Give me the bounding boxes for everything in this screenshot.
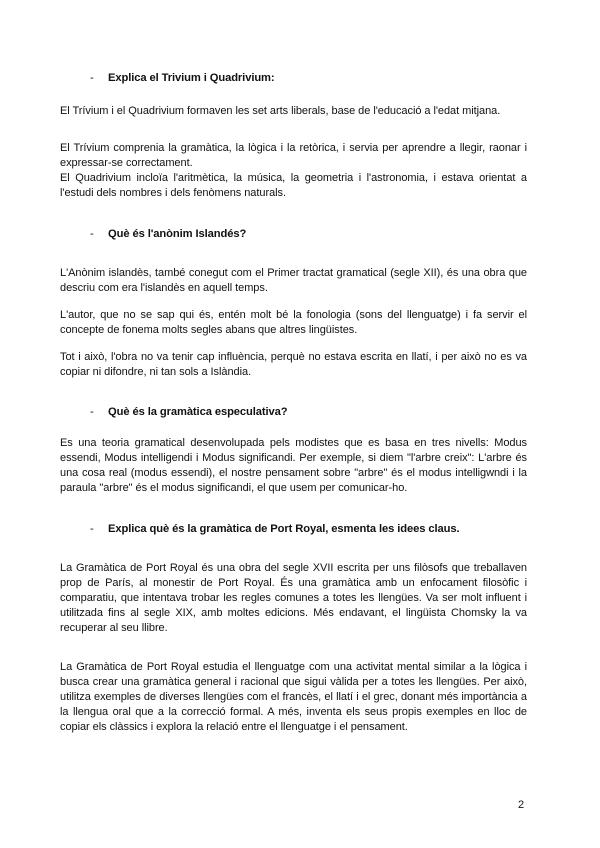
paragraph: El Trívium comprenia la gramàtica, la lògica i la retòrica, i servia per aprendre a llegir, raonar i expressar-se correctament. — [60, 142, 527, 169]
paragraph: La Gramàtica de Port Royal estudia el llenguatge com una activitat mental similar a la lògica i busca crear una gramàtica general i racional que sigui vàlida per a totes les llengües. Per això, utilitza exemples de diverses llengües com el francès, el llatí i el grec, donant més importància a la llengua oral que a la correcció formal. A més, inventa els seus propis exemples en lloc de copiar els clàssics i explora la relació entre el llenguatge i el pensament. — [60, 661, 527, 733]
heading-text: Explica el Trivium i Quadrivium: — [108, 72, 275, 84]
page-number: 2 — [518, 799, 525, 811]
heading-text: Què és la gramàtica especulativa? — [108, 406, 288, 418]
section-heading-trivium: - Explica el Trivium i Quadrivium: — [90, 72, 275, 84]
paragraph: El Quadrivium incloïa l'aritmètica, la música, la geometria i l'astronomia, i estava orientat a l'estudi dels nombres i dels fenòmens naturals. — [60, 172, 527, 199]
section-heading-especulativa: - Què és la gramàtica especulativa? — [90, 406, 288, 418]
paragraph: La Gramàtica de Port Royal és una obra del segle XVII escrita per uns filòsofs que treballaven prop de París, al monestir de Port Royal. És una gramàtica amb un enfocament filosòfic i comparatiu, que intentava trobar les regles comunes a totes les llengües. Va ser molt influent i utilitzada fins al segle XIX, amb moltes edicions. Més endavant, el lingüista Chomsky la va recuperar al seu llibre. — [60, 562, 527, 634]
heading-text: Què és l'anònim Islandés? — [108, 228, 247, 240]
paragraph: Tot i això, l'obra no va tenir cap influència, perquè no estava escrita en llatí, i per això no es va copiar ni difondre, ni tan sols a Islàndia. — [60, 351, 527, 378]
section-heading-port-royal: - Explica què és la gramàtica de Port Royal, esmenta les idees claus. — [90, 523, 460, 535]
paragraph: L'Anònim islandès, també conegut com el Primer tractat gramatical (segle XII), és una obra que descriu com era l'islandès en aquell temps. — [60, 267, 527, 294]
paragraph: L'autor, que no se sap qui és, entén molt bé la fonologia (sons del llenguatge) i fa servir el concepte de fonema molts segles abans que altres lingüistes. — [60, 309, 527, 336]
paragraph: Es una teoria gramatical desenvolupada pels modistes que es basa en tres nivells: Modus essendi, Modus intelligendi i Modus significandi. Per exemple, si diem "l'arbre creix": L'arbre és una cosa real (modus essendi), el nostre pensament sobre "arbre" és el modus intelligwndi i la paraula "arbre" és el modus significandi, el que usem per comunicar-ho. — [60, 437, 527, 494]
heading-text: Explica què és la gramàtica de Port Royal, esmenta les idees claus. — [108, 523, 460, 535]
section-heading-anonim: - Què és l'anònim Islandés? — [90, 228, 247, 240]
paragraph: El Trívium i el Quadrivium formaven les set arts liberals, base de l'educació a l'edat mitjana. — [60, 105, 501, 117]
